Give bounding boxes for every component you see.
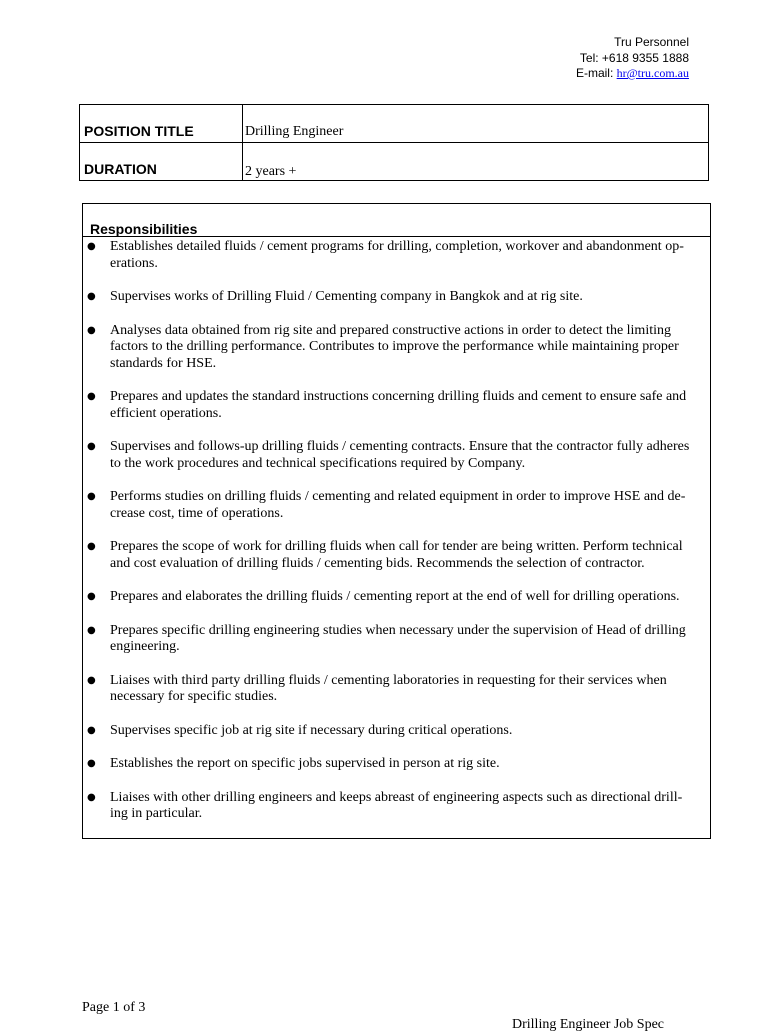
contact-block	[576, 35, 689, 82]
responsibility-item	[83, 289, 710, 306]
duration-row	[80, 143, 709, 181]
responsibility-text: Supervises specific job at rig site if necessary during critical operations.	[110, 722, 513, 738]
responsibilities-list	[83, 239, 710, 823]
responsibility-text: Supervises and follows-up drilling fluids / cementing contracts. Ensure that the contractor fully adheres to the work procedures and technical specifications required by Company.	[110, 439, 690, 471]
responsibility-item	[83, 239, 710, 272]
responsibility-item	[83, 756, 710, 773]
position-title-value: Drilling Engineer	[243, 105, 709, 143]
responsibility-text: Liaises with third party drilling fluids / cementing laboratories in requesting for their services when necessary for specific studies.	[110, 672, 667, 704]
company-name: Tru Personnel	[614, 35, 689, 49]
responsibility-item	[83, 489, 710, 522]
responsibility-item	[83, 389, 710, 422]
document-title: Drilling Engineer Job Spec	[512, 1017, 665, 1032]
bullet-icon: ●	[87, 324, 96, 336]
responsibility-item	[83, 790, 710, 823]
duration-label: DURATION	[80, 143, 243, 181]
bullet-icon: ●	[87, 791, 96, 803]
responsibility-item	[83, 623, 710, 656]
bullet-icon: ●	[87, 241, 96, 252]
responsibility-item	[83, 439, 710, 472]
responsibility-item	[83, 589, 710, 606]
bullet-icon: ●	[87, 491, 96, 502]
page-number: Page 1 of 3	[82, 1000, 146, 1015]
bullet-icon: ●	[87, 591, 96, 602]
bullet-icon: ●	[87, 624, 96, 636]
bullet-icon: ●	[87, 674, 96, 686]
responsibility-text: Liaises with other drilling engineers and keeps abreast of engineering aspects such as directional drill-ing in particular.	[110, 789, 683, 821]
bullet-icon: ●	[87, 724, 96, 736]
responsibility-text: Supervises works of Drilling Fluid / Cementing company in Bangkok and at rig site.	[110, 289, 583, 304]
responsibility-item	[83, 323, 710, 373]
bullet-icon: ●	[87, 541, 96, 552]
responsibility-item	[83, 539, 710, 572]
position-title-row	[80, 105, 709, 143]
responsibility-text: Prepares specific drilling engineering studies when necessary under the supervision of Head of drilling engineering.	[110, 622, 686, 654]
responsibility-text: Analyses data obtained from rig site and prepared constructive actions in order to detect the limiting factors to the drilling performance. Contributes to improve the performance while maintaining proper standards for HSE.	[110, 322, 679, 371]
bullet-icon: ●	[87, 291, 96, 302]
responsibility-text: Prepares the scope of work for drilling fluids when call for tender are being written. Perform technical and cost evaluation of drilling fluids / cementing bids. Recommends the selection of contractor.	[110, 539, 683, 571]
responsibilities-section	[82, 203, 711, 839]
position-table	[79, 104, 709, 181]
duration-value: 2 years +	[243, 143, 709, 181]
responsibility-item	[83, 723, 710, 740]
email-label: E-mail:	[575, 66, 617, 80]
responsibility-text: Performs studies on drilling fluids / cementing and related equipment in order to improve HSE and de-crease cost, time of operations.	[110, 489, 686, 521]
responsibility-text: Prepares and elaborates the drilling fluids / cementing report at the end of well for drilling operations.	[110, 589, 680, 604]
bullet-icon: ●	[87, 391, 96, 402]
responsibility-item	[83, 673, 710, 706]
phone-number: Tel: +618 9355 1888	[579, 50, 689, 65]
responsibilities-heading: Responsibilities	[83, 204, 710, 237]
responsibility-text: Prepares and updates the standard instructions concerning drilling fluids and cement to ensure safe and efficient operations.	[110, 389, 687, 421]
responsibility-text: Establishes the report on specific jobs supervised in person at rig site.	[110, 756, 500, 771]
responsibility-text: Establishes detailed fluids / cement programs for drilling, completion, workover and abandonment op-erations.	[110, 239, 684, 271]
bullet-icon: ●	[87, 441, 96, 452]
bullet-icon: ●	[87, 758, 96, 769]
email-link[interactable]: hr@tru.com.au	[616, 66, 689, 80]
position-title-label: POSITION TITLE	[80, 105, 243, 143]
email-line	[576, 66, 689, 82]
